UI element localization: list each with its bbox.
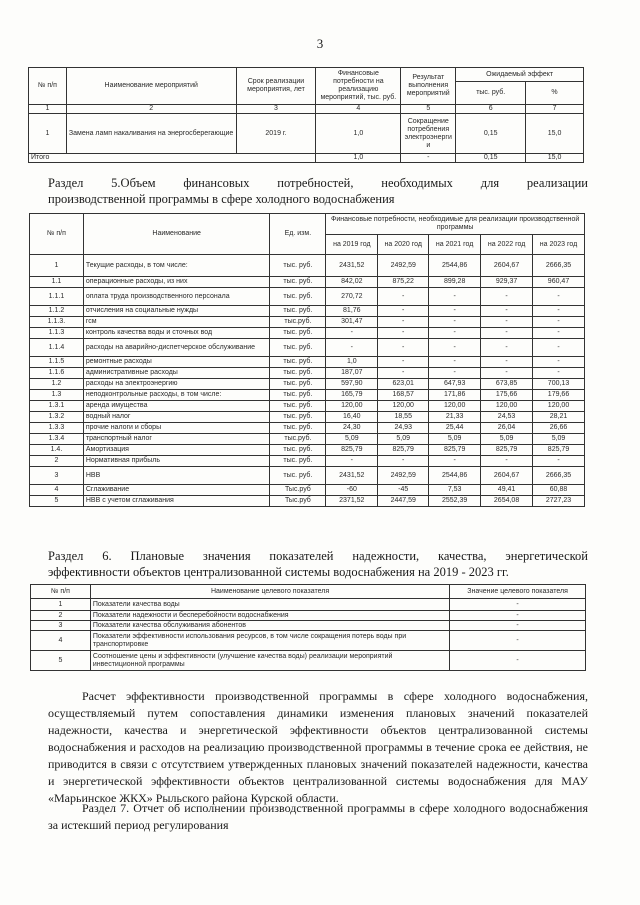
- table-row: [30, 434, 585, 445]
- row-name: Текущие расходы, в том числе:: [83, 255, 270, 277]
- header-year: на 2023 год: [533, 235, 585, 255]
- row-value: 24,93: [378, 423, 429, 434]
- row-value: -: [378, 456, 429, 467]
- row-value: -: [326, 328, 378, 339]
- row-value: 28,21: [533, 412, 585, 423]
- section6-line2: эффективности объектов централизованной системы водоснабжения на 2019 - 2023 гг.: [48, 565, 509, 579]
- row-value: 21,33: [429, 412, 481, 423]
- row-value: -: [326, 339, 378, 357]
- row-num: 1.1.3: [30, 328, 84, 339]
- row-value: 187,07: [326, 368, 378, 379]
- row-value: 2492,59: [378, 467, 429, 485]
- row-num: 1: [29, 114, 67, 154]
- row-unit: тыс. руб.: [270, 328, 326, 339]
- row-value: 673,85: [481, 379, 533, 390]
- row-name: ремонтные расходы: [83, 357, 270, 368]
- header-year: на 2021 год: [429, 235, 481, 255]
- row-value: 5,09: [326, 434, 378, 445]
- row-value: 1,0: [326, 357, 378, 368]
- row-unit: тыс. руб.: [270, 401, 326, 412]
- row-value: 5,09: [429, 434, 481, 445]
- row-name: транспортный налог: [83, 434, 270, 445]
- table-row: [30, 379, 585, 390]
- row-value: 2544,86: [429, 467, 481, 485]
- row-value: -: [450, 621, 586, 631]
- row-value: -: [429, 368, 481, 379]
- row-num: 1.1: [30, 277, 84, 288]
- row-value: 120,00: [533, 401, 585, 412]
- row-value: -: [450, 611, 586, 621]
- row-value: -: [533, 288, 585, 306]
- row-name: административные расходы: [83, 368, 270, 379]
- total-effect-pct: 15,0: [526, 154, 584, 163]
- colnum-cell: 5: [401, 105, 456, 114]
- row-unit: тыс. руб.: [270, 306, 326, 317]
- row-num: 5: [30, 496, 84, 507]
- row-num: 1.3.3: [30, 423, 84, 434]
- row-value: -: [429, 306, 481, 317]
- row-value: 301,47: [326, 317, 378, 328]
- total-finance: 1,0: [316, 154, 401, 163]
- table-row: [30, 412, 585, 423]
- row-name: Соотношение цены и эффективности (улучшение качества воды) реализации мероприятий инвестиционной программы: [90, 651, 449, 671]
- row-value: 120,00: [326, 401, 378, 412]
- row-value: 929,37: [481, 277, 533, 288]
- row-value: 700,13: [533, 379, 585, 390]
- row-value: -: [378, 328, 429, 339]
- row-num: 2: [31, 611, 91, 621]
- row-name: аренда имущества: [83, 401, 270, 412]
- row-num: 3: [31, 621, 91, 631]
- section5-line2: производственной программы в сфере холодного водоснабжения: [48, 192, 395, 206]
- colnum-cell: 1: [29, 105, 67, 114]
- row-value: 120,00: [481, 401, 533, 412]
- row-num: 5: [31, 651, 91, 671]
- row-unit: тыс. руб.: [270, 288, 326, 306]
- row-name: Показатели эффективности использования ресурсов, в том числе сокращения потерь воды при транспортировке: [90, 631, 449, 651]
- row-value: -: [533, 317, 585, 328]
- row-name: Сглаживание: [83, 485, 270, 496]
- row-value: -: [450, 651, 586, 671]
- row-value: -: [429, 317, 481, 328]
- row-name: расходы на электроэнергию: [83, 379, 270, 390]
- row-name: НВВ: [83, 467, 270, 485]
- row-value: 179,66: [533, 390, 585, 401]
- row-num: 1.1.4: [30, 339, 84, 357]
- row-num: 3: [30, 467, 84, 485]
- row-value: 165,79: [326, 390, 378, 401]
- row-value: -: [378, 357, 429, 368]
- row-value: -: [533, 368, 585, 379]
- row-value: -60: [326, 485, 378, 496]
- row-value: -: [481, 306, 533, 317]
- row-value: 825,79: [429, 445, 481, 456]
- row-value: -: [481, 317, 533, 328]
- total-row: [29, 154, 584, 163]
- row-unit: тыс. руб.: [270, 339, 326, 357]
- row-unit: тыс. руб.: [270, 467, 326, 485]
- section5-heading: [48, 175, 588, 207]
- table-row: [30, 368, 585, 379]
- row-value: 120,00: [429, 401, 481, 412]
- column-numbers-row: [29, 105, 584, 114]
- row-value: 825,79: [326, 445, 378, 456]
- table-row: [30, 277, 585, 288]
- table-row: [30, 339, 585, 357]
- row-value: -: [533, 306, 585, 317]
- row-num: 2: [30, 456, 84, 467]
- row-value: -: [481, 288, 533, 306]
- row-num: 1: [31, 599, 91, 611]
- row-num: 1.2: [30, 379, 84, 390]
- header-name: Наименование мероприятий: [66, 68, 236, 105]
- row-value: 825,79: [533, 445, 585, 456]
- row-value: 2727,23: [533, 496, 585, 507]
- row-name: гсм: [83, 317, 270, 328]
- row-value: -: [429, 357, 481, 368]
- row-value: 2666,35: [533, 467, 585, 485]
- header-effect: Ожидаемый эффект: [456, 68, 584, 82]
- row-value: 960,47: [533, 277, 585, 288]
- row-value: -: [450, 599, 586, 611]
- row-name: Замена ламп накаливания на энергосберегающие: [66, 114, 236, 154]
- row-num: 1.1.3.: [30, 317, 84, 328]
- row-value: 647,93: [429, 379, 481, 390]
- row-value: 2604,67: [481, 255, 533, 277]
- table-row: [30, 401, 585, 412]
- table-row: [30, 456, 585, 467]
- colnum-cell: 7: [526, 105, 584, 114]
- header-year: на 2019 год: [326, 235, 378, 255]
- row-finance: 1,0: [316, 114, 401, 154]
- header-num: № п/п: [31, 585, 91, 599]
- header-unit: Ед. изм.: [270, 214, 326, 255]
- row-num: 1.4.: [30, 445, 84, 456]
- row-num: 1: [30, 255, 84, 277]
- row-unit: тыс. руб.: [270, 423, 326, 434]
- table-row: [31, 599, 586, 611]
- header-effect-pct: %: [526, 82, 584, 105]
- colnum-cell: 4: [316, 105, 401, 114]
- row-name: Амортизация: [83, 445, 270, 456]
- table-row: [30, 485, 585, 496]
- row-name: Показатели надежности и бесперебойности водоснабжения: [90, 611, 449, 621]
- row-num: 1.1.2: [30, 306, 84, 317]
- row-unit: тыс. руб.: [270, 445, 326, 456]
- row-term: 2019 г.: [236, 114, 316, 154]
- total-label: Итого: [29, 154, 316, 163]
- row-value: -: [378, 288, 429, 306]
- row-value: 120,00: [378, 401, 429, 412]
- row-value: -: [533, 357, 585, 368]
- row-value: 825,79: [378, 445, 429, 456]
- page-number: 3: [316, 36, 324, 51]
- row-value: 49,41: [481, 485, 533, 496]
- table-row: [30, 255, 585, 277]
- row-unit: тыс. руб.: [270, 456, 326, 467]
- row-value: 2371,52: [326, 496, 378, 507]
- header-finance: Финансовые потребности на реализацию мероприятий, тыс. руб.: [316, 68, 401, 105]
- table-row: [30, 357, 585, 368]
- row-unit: Тыс.руб: [270, 485, 326, 496]
- row-value: 875,22: [378, 277, 429, 288]
- row-value: 2666,35: [533, 255, 585, 277]
- row-unit: тыс. руб.: [270, 255, 326, 277]
- header-year: на 2020 год: [378, 235, 429, 255]
- row-unit: тыс. руб.: [270, 277, 326, 288]
- table-row: [30, 288, 585, 306]
- row-value: 25,44: [429, 423, 481, 434]
- row-name: расходы на аварийно-диспетчерское обслуживание: [83, 339, 270, 357]
- row-name: прочие налоги и сборы: [83, 423, 270, 434]
- table-row: [30, 317, 585, 328]
- row-value: 175,66: [481, 390, 533, 401]
- table-row: [30, 328, 585, 339]
- header-name: Наименование: [83, 214, 270, 255]
- total-result: -: [401, 154, 456, 163]
- row-value: 842,02: [326, 277, 378, 288]
- row-name: отчисления на социальные нужды: [83, 306, 270, 317]
- row-value: -: [429, 288, 481, 306]
- row-unit: тыс.руб.: [270, 317, 326, 328]
- header-result: Результат выполнения мероприятий: [401, 68, 456, 105]
- row-num: 1.3: [30, 390, 84, 401]
- colnum-cell: 3: [236, 105, 316, 114]
- row-value: 26,04: [481, 423, 533, 434]
- row-num: 1.1.1: [30, 288, 84, 306]
- row-value: -: [378, 306, 429, 317]
- table-row: [31, 621, 586, 631]
- row-name: операционные расходы, из них: [83, 277, 270, 288]
- row-num: 4: [31, 631, 91, 651]
- efficiency-paragraph: Расчет эффективности производственной программы в сфере холодного водоснабжения, осуществляемый путем сопоставления динамики изменения плановых значений показателей надежности, качества и энергетической эффективности объектов централизованной системы водоснабжения и расходов на реализацию производственной программы в течение срока ее действия, не приводится в связи с отсутствием утвержденных плановых значений показателей надежности, качества и энергетической эффективности объектов централизованной системы водоснабжения для МАУ «Марьинское ЖКХ» Рыльского района Курской области.: [48, 689, 588, 805]
- row-value: -: [326, 456, 378, 467]
- row-num: 1.1.6: [30, 368, 84, 379]
- table-row: [30, 390, 585, 401]
- row-unit: тыс. руб.: [270, 368, 326, 379]
- row-unit: Тыс.руб: [270, 496, 326, 507]
- header-value: Значение целевого показателя: [450, 585, 586, 599]
- header-year: на 2022 год: [481, 235, 533, 255]
- row-value: 5,09: [378, 434, 429, 445]
- indicators-table: [30, 584, 586, 671]
- row-result: Сокращение потребления электроэнерги и: [401, 114, 456, 154]
- row-value: 16,40: [326, 412, 378, 423]
- row-value: 24,53: [481, 412, 533, 423]
- header-num: № п/п: [29, 68, 67, 105]
- row-value: 171,86: [429, 390, 481, 401]
- table-row: [31, 611, 586, 621]
- table-row: [30, 423, 585, 434]
- table-row: [31, 631, 586, 651]
- row-value: 60,88: [533, 485, 585, 496]
- section7-heading: Раздел 7. Отчет об исполнении производственной программы в сфере холодного водоснабжения за истекший период регулирования: [48, 801, 588, 832]
- row-name: Показатели качества воды: [90, 599, 449, 611]
- row-value: -: [378, 317, 429, 328]
- section6-heading: [48, 548, 588, 580]
- row-value: -: [481, 339, 533, 357]
- row-name: контроль качества воды и сточных вод: [83, 328, 270, 339]
- row-value: 899,28: [429, 277, 481, 288]
- row-value: -: [481, 456, 533, 467]
- row-effect-rub: 0,15: [456, 114, 526, 154]
- row-value: -: [378, 339, 429, 357]
- measures-table: [28, 67, 584, 163]
- row-value: 2492,59: [378, 255, 429, 277]
- row-value: 2431,52: [326, 255, 378, 277]
- row-value: 2552,39: [429, 496, 481, 507]
- row-value: 270,72: [326, 288, 378, 306]
- row-value: 825,79: [481, 445, 533, 456]
- row-name: водный налог: [83, 412, 270, 423]
- row-value: -: [450, 631, 586, 651]
- row-name: Показатели качества обслуживания абонентов: [90, 621, 449, 631]
- row-unit: тыс. руб.: [270, 357, 326, 368]
- row-value: -: [481, 328, 533, 339]
- finance-table: [29, 213, 585, 507]
- row-num: 1.1.5: [30, 357, 84, 368]
- row-name: Нормативная прибыль: [83, 456, 270, 467]
- row-value: -: [533, 328, 585, 339]
- row-value: 24,30: [326, 423, 378, 434]
- row-value: 2654,08: [481, 496, 533, 507]
- row-value: -: [481, 368, 533, 379]
- header-finance: Финансовые потребности, необходимые для реализации производственной программы: [326, 214, 585, 235]
- row-value: 168,57: [378, 390, 429, 401]
- row-name: неподконтрольные расходы, в том числе:: [83, 390, 270, 401]
- row-value: 2604,67: [481, 467, 533, 485]
- row-value: -: [533, 339, 585, 357]
- row-value: -: [429, 339, 481, 357]
- header-term: Срок реализации мероприятия, лет: [236, 68, 316, 105]
- row-value: 5,09: [481, 434, 533, 445]
- table-row: [29, 114, 584, 154]
- row-value: 597,90: [326, 379, 378, 390]
- row-value: 2544,86: [429, 255, 481, 277]
- row-value: 5,09: [533, 434, 585, 445]
- total-effect-rub: 0,15: [456, 154, 526, 163]
- row-value: 623,01: [378, 379, 429, 390]
- row-value: 2447,59: [378, 496, 429, 507]
- table-row: [30, 445, 585, 456]
- colnum-cell: 2: [66, 105, 236, 114]
- section6-line1: Раздел 6. Плановые значения показателей надежности, качества, энергетической: [48, 549, 588, 563]
- row-value: 81,76: [326, 306, 378, 317]
- table-row: [30, 467, 585, 485]
- row-value: -: [429, 456, 481, 467]
- row-unit: тыс. руб.: [270, 390, 326, 401]
- row-value: -: [378, 368, 429, 379]
- row-num: 1.3.4: [30, 434, 84, 445]
- row-value: -: [481, 357, 533, 368]
- row-unit: тыс. руб.: [270, 379, 326, 390]
- row-value: -: [533, 456, 585, 467]
- table-row: [30, 496, 585, 507]
- colnum-cell: 6: [456, 105, 526, 114]
- section5-line1: Раздел 5.Объем финансовых потребностей, необходимых для реализации: [48, 176, 588, 190]
- row-num: 1.3.1: [30, 401, 84, 412]
- row-unit: тыс.руб.: [270, 434, 326, 445]
- row-unit: тыс. руб.: [270, 412, 326, 423]
- table-row: [30, 306, 585, 317]
- row-value: 26,66: [533, 423, 585, 434]
- header-num: № п/п: [30, 214, 84, 255]
- row-num: 4: [30, 485, 84, 496]
- row-value: -45: [378, 485, 429, 496]
- row-num: 1.3.2: [30, 412, 84, 423]
- header-name: Наименование целевого показателя: [90, 585, 449, 599]
- row-value: -: [429, 328, 481, 339]
- row-name: НВВ с учетом сглаживания: [83, 496, 270, 507]
- row-effect-pct: 15,0: [526, 114, 584, 154]
- row-value: 18,55: [378, 412, 429, 423]
- row-name: оплата труда производственного персонала: [83, 288, 270, 306]
- row-value: 7,53: [429, 485, 481, 496]
- table-row: [31, 651, 586, 671]
- row-value: 2431,52: [326, 467, 378, 485]
- header-effect-rub: тыс. руб.: [456, 82, 526, 105]
